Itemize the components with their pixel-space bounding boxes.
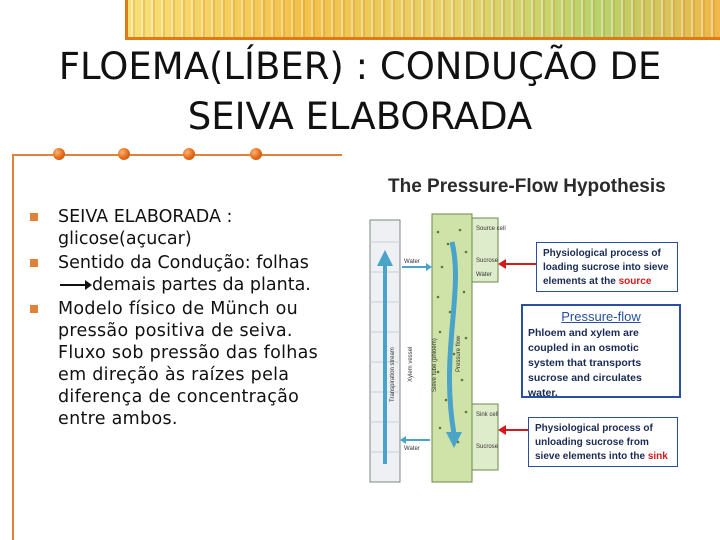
pressure-flow-diagram — [368, 172, 688, 484]
label-sucrose-bottom: Sucrose — [476, 444, 499, 450]
unloading-highlight: sink — [647, 451, 668, 462]
left-arrow-icon — [400, 436, 406, 444]
label-sink-cell: Sink cell — [476, 412, 499, 418]
bullet-item — [30, 252, 320, 296]
label-water-bottom: Water — [404, 446, 420, 452]
label-xylem-vessel: Xylem vessel — [408, 346, 414, 382]
bullet-text: Modelo físico de Münch ou pressão positiva de seiva. Fluxo sob pressão das folhas em direção às raízes pela diferença de concentração entre ambos. — [58, 299, 319, 429]
label-transpiration: Transpiration stream — [390, 347, 396, 402]
label-sieve-tube: Sieve tube (phloem) — [432, 338, 438, 392]
diagram-title: The Pressure-Flow Hypothesis — [388, 176, 666, 197]
top-banner-left-edge — [125, 0, 128, 40]
label-water-top: Water — [404, 259, 420, 265]
bullet-text: SEIVA ELABORADA : glicose(açucar) — [58, 207, 233, 249]
slide-title: FLOEMA(LÍBER) : CONDUÇÃO DE SEIVA ELABORADA — [58, 45, 662, 138]
label-pressure-flow: Pressure flow — [456, 335, 462, 372]
left-arrow-icon — [498, 425, 506, 435]
pressure-flow-box — [521, 304, 681, 398]
loading-highlight: source — [618, 276, 652, 287]
bullet-square-icon — [30, 259, 38, 267]
loading-description-box — [536, 242, 678, 292]
bullet-text-end: demais partes da planta. — [92, 275, 311, 295]
bullet-item — [30, 298, 320, 430]
right-arrow-icon — [60, 284, 90, 286]
bullet-list — [30, 206, 320, 432]
bullet-text-start: Sentido da Condução: folhas — [58, 253, 309, 273]
unloading-text: Physiological process of unloading sucrose from sieve elements into the — [535, 423, 653, 462]
label-sucrose-top: Sucrose — [476, 258, 499, 264]
top-banner-underline — [125, 37, 720, 40]
unloading-description-box — [528, 417, 678, 467]
pressure-flow-heading: Pressure-flow — [561, 309, 641, 324]
label-water-mid: Water — [476, 272, 492, 278]
left-arrow-icon — [498, 259, 506, 269]
label-source-cell: Source cell — [476, 226, 506, 232]
loading-text: Physiological process of loading sucrose into sieve elements at the — [543, 248, 669, 287]
bullet-square-icon — [30, 213, 38, 221]
divider-dot — [250, 148, 262, 160]
left-margin-line — [12, 156, 14, 540]
bullet-item — [30, 206, 320, 250]
pressure-flow-text: Phloem and xylem are coupled in an osmotic system that transports sucrose and circulates water. — [528, 327, 642, 399]
top-decorative-banner — [125, 0, 720, 37]
divider-dot — [53, 148, 65, 160]
divider-dot — [118, 148, 130, 160]
right-arrow-icon — [426, 263, 432, 271]
divider-dot — [183, 148, 195, 160]
bullet-square-icon — [30, 305, 38, 313]
